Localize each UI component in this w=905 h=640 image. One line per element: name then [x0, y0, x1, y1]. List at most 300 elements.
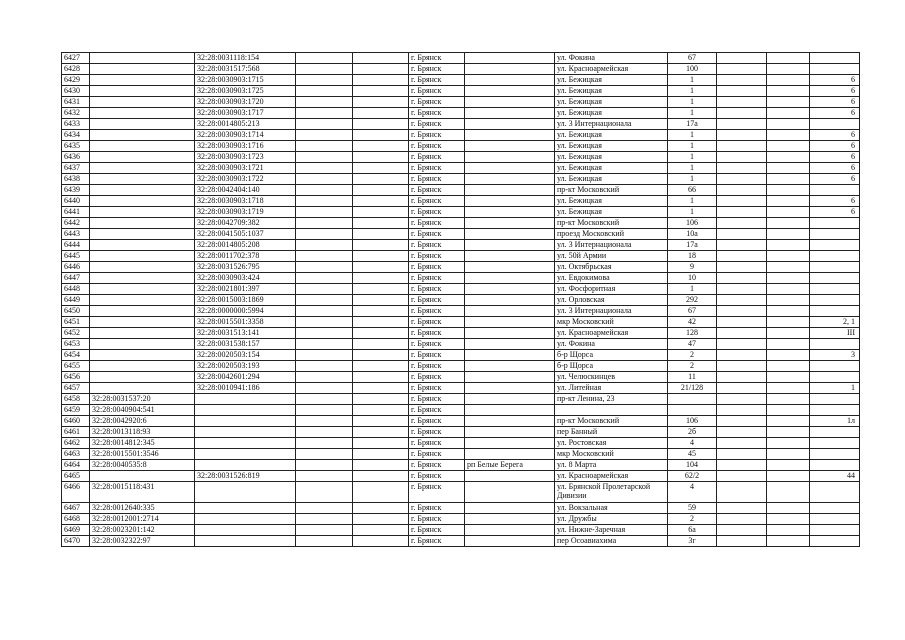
empty-cell — [353, 514, 409, 525]
empty-cell — [296, 514, 353, 525]
empty-cell — [353, 97, 409, 108]
street-cell: ул. 3 Интернационала — [555, 306, 668, 317]
building-cell — [810, 119, 860, 130]
city-cell: г. Брянск — [409, 471, 465, 482]
cadastral-number-cell: 32:28:0014805:213 — [195, 119, 296, 130]
empty-cell — [717, 97, 767, 108]
settlement-cell — [465, 64, 555, 75]
street-cell: ул. Орловская — [555, 295, 668, 306]
empty-cell — [767, 262, 810, 273]
table-row — [62, 75, 860, 86]
empty-cell — [767, 284, 810, 295]
settlement-cell — [465, 525, 555, 536]
table-row — [62, 86, 860, 97]
empty-cell — [767, 339, 810, 350]
cadastral-number-cell — [90, 273, 195, 284]
cadastral-number-cell: 32:28:0030903:1719 — [195, 207, 296, 218]
house-number-cell: 1 — [668, 75, 717, 86]
row-number-cell: 6427 — [62, 53, 90, 64]
table-row — [62, 449, 860, 460]
empty-cell — [767, 438, 810, 449]
empty-cell — [353, 361, 409, 372]
street-cell: ул. Дружбы — [555, 514, 668, 525]
settlement-cell — [465, 86, 555, 97]
building-cell — [810, 53, 860, 64]
empty-cell — [717, 196, 767, 207]
settlement-cell — [465, 350, 555, 361]
city-cell: г. Брянск — [409, 372, 465, 383]
house-number-cell: 106 — [668, 218, 717, 229]
cadastral-number-cell: 32:28:0015501:3546 — [90, 449, 195, 460]
house-number-cell: 1 — [668, 141, 717, 152]
table-row — [62, 108, 860, 119]
street-cell: ул. Бежицкая — [555, 163, 668, 174]
table-row — [62, 163, 860, 174]
city-cell: г. Брянск — [409, 108, 465, 119]
cadastral-number-cell: 32:28:0040904:541 — [90, 405, 195, 416]
house-number-cell: 10а — [668, 229, 717, 240]
empty-cell — [296, 108, 353, 119]
cadastral-number-cell — [90, 141, 195, 152]
table-row — [62, 482, 860, 503]
empty-cell — [717, 86, 767, 97]
empty-cell — [767, 525, 810, 536]
table-row — [62, 438, 860, 449]
street-cell — [555, 405, 668, 416]
city-cell: г. Брянск — [409, 86, 465, 97]
empty-cell — [767, 503, 810, 514]
empty-cell — [296, 416, 353, 427]
empty-cell — [296, 174, 353, 185]
empty-cell — [353, 141, 409, 152]
settlement-cell — [465, 218, 555, 229]
city-cell: г. Брянск — [409, 405, 465, 416]
street-cell: ул. Бежицкая — [555, 141, 668, 152]
empty-cell — [717, 174, 767, 185]
street-cell: ул. Челюскинцев — [555, 372, 668, 383]
empty-cell — [717, 482, 767, 503]
empty-cell — [296, 251, 353, 262]
empty-cell — [296, 449, 353, 460]
empty-cell — [296, 383, 353, 394]
cadastral-number-cell: 32:28:0021801:397 — [195, 284, 296, 295]
street-cell: ул. Брянской Пролетарской Дивизии — [555, 482, 668, 503]
empty-cell — [353, 503, 409, 514]
settlement-cell — [465, 108, 555, 119]
empty-cell — [717, 119, 767, 130]
street-cell: пр-кт Московский — [555, 416, 668, 427]
building-cell: 6 — [810, 141, 860, 152]
empty-cell — [717, 75, 767, 86]
empty-cell — [767, 251, 810, 262]
building-cell: 6 — [810, 108, 860, 119]
table-row — [62, 328, 860, 339]
street-cell: ул. Литейная — [555, 383, 668, 394]
empty-cell — [353, 383, 409, 394]
settlement-cell — [465, 295, 555, 306]
settlement-cell — [465, 394, 555, 405]
cadastral-number-cell: 32:28:0015501:3358 — [195, 317, 296, 328]
cadastral-number-cell: 32:28:0030903:1717 — [195, 108, 296, 119]
cadastral-number-cell: 32:28:0020503:154 — [195, 350, 296, 361]
row-number-cell: 6447 — [62, 273, 90, 284]
empty-cell — [296, 86, 353, 97]
cadastral-number-cell: 32:28:0030903:1718 — [195, 196, 296, 207]
empty-cell — [767, 482, 810, 503]
row-number-cell: 6429 — [62, 75, 90, 86]
table-row — [62, 514, 860, 525]
table-row — [62, 185, 860, 196]
empty-cell — [767, 86, 810, 97]
building-cell: 6 — [810, 196, 860, 207]
empty-cell — [767, 64, 810, 75]
empty-cell — [767, 163, 810, 174]
registry-table — [61, 52, 860, 547]
street-cell: ул. Красноармейская — [555, 64, 668, 75]
house-number-cell: 292 — [668, 295, 717, 306]
empty-cell — [353, 262, 409, 273]
row-number-cell: 6437 — [62, 163, 90, 174]
settlement-cell — [465, 141, 555, 152]
street-cell: ул. Бежицкая — [555, 108, 668, 119]
empty-cell — [717, 306, 767, 317]
city-cell: г. Брянск — [409, 514, 465, 525]
city-cell: г. Брянск — [409, 328, 465, 339]
building-cell: 3 — [810, 350, 860, 361]
building-cell — [810, 218, 860, 229]
empty-cell — [353, 196, 409, 207]
cadastral-number-cell: 32:28:0031538:157 — [195, 339, 296, 350]
house-number-cell: 1 — [668, 86, 717, 97]
empty-cell — [296, 262, 353, 273]
cadastral-number-cell — [195, 460, 296, 471]
house-number-cell: 17а — [668, 240, 717, 251]
empty-cell — [353, 229, 409, 240]
city-cell: г. Брянск — [409, 427, 465, 438]
empty-cell — [717, 295, 767, 306]
empty-cell — [296, 163, 353, 174]
empty-cell — [717, 207, 767, 218]
cadastral-number-cell: 32:28:0030903:1723 — [195, 152, 296, 163]
row-number-cell: 6470 — [62, 536, 90, 547]
empty-cell — [353, 372, 409, 383]
settlement-cell — [465, 262, 555, 273]
house-number-cell: 128 — [668, 328, 717, 339]
table-row — [62, 174, 860, 185]
settlement-cell — [465, 130, 555, 141]
cadastral-number-cell: 32:28:0030903:1714 — [195, 130, 296, 141]
cadastral-number-cell: 32:28:0014812:345 — [90, 438, 195, 449]
settlement-cell — [465, 240, 555, 251]
settlement-cell — [465, 328, 555, 339]
empty-cell — [296, 185, 353, 196]
street-cell: ул. 3 Интернационала — [555, 119, 668, 130]
settlement-cell — [465, 75, 555, 86]
settlement-cell — [465, 503, 555, 514]
table-row — [62, 262, 860, 273]
cadastral-number-cell: 32:28:0010941:186 — [195, 383, 296, 394]
table-row — [62, 119, 860, 130]
building-cell — [810, 273, 860, 284]
table-row — [62, 207, 860, 218]
settlement-cell — [465, 306, 555, 317]
building-cell — [810, 240, 860, 251]
table-row — [62, 53, 860, 64]
street-cell: мкр Московский — [555, 449, 668, 460]
table-row — [62, 361, 860, 372]
cadastral-number-cell — [90, 240, 195, 251]
row-number-cell: 6463 — [62, 449, 90, 460]
house-number-cell: 11 — [668, 372, 717, 383]
cadastral-number-cell — [90, 339, 195, 350]
table-row — [62, 317, 860, 328]
street-cell: ул. Ростовская — [555, 438, 668, 449]
empty-cell — [296, 460, 353, 471]
row-number-cell: 6469 — [62, 525, 90, 536]
building-cell — [810, 482, 860, 503]
settlement-cell — [465, 438, 555, 449]
empty-cell — [767, 196, 810, 207]
cadastral-number-cell: 32:28:0031537:20 — [90, 394, 195, 405]
street-cell: ул. Фокина — [555, 53, 668, 64]
empty-cell — [767, 108, 810, 119]
building-cell — [810, 438, 860, 449]
city-cell: г. Брянск — [409, 130, 465, 141]
empty-cell — [717, 229, 767, 240]
city-cell: г. Брянск — [409, 503, 465, 514]
cadastral-number-cell: 32:28:0042601:294 — [195, 372, 296, 383]
street-cell: пр-кт Московский — [555, 185, 668, 196]
cadastral-number-cell — [195, 514, 296, 525]
empty-cell — [353, 163, 409, 174]
house-number-cell: 2 — [668, 361, 717, 372]
cadastral-number-cell: 32:28:0012001:2714 — [90, 514, 195, 525]
house-number-cell: 4 — [668, 438, 717, 449]
empty-cell — [353, 405, 409, 416]
empty-cell — [296, 64, 353, 75]
building-cell: 6 — [810, 75, 860, 86]
city-cell: г. Брянск — [409, 207, 465, 218]
empty-cell — [767, 383, 810, 394]
empty-cell — [296, 152, 353, 163]
house-number-cell: 100 — [668, 64, 717, 75]
settlement-cell — [465, 229, 555, 240]
street-cell: ул. 50й Армии — [555, 251, 668, 262]
empty-cell — [767, 471, 810, 482]
cadastral-number-cell — [90, 86, 195, 97]
table-row — [62, 273, 860, 284]
city-cell: г. Брянск — [409, 361, 465, 372]
cadastral-number-cell — [90, 471, 195, 482]
building-cell: 6 — [810, 86, 860, 97]
street-cell: ул. Красноармейская — [555, 471, 668, 482]
empty-cell — [296, 317, 353, 328]
empty-cell — [717, 460, 767, 471]
cadastral-number-cell — [90, 251, 195, 262]
building-cell: 1 — [810, 383, 860, 394]
house-number-cell: 104 — [668, 460, 717, 471]
table-row — [62, 152, 860, 163]
row-number-cell: 6456 — [62, 372, 90, 383]
house-number-cell — [668, 394, 717, 405]
cadastral-number-cell — [90, 317, 195, 328]
house-number-cell: 62/2 — [668, 471, 717, 482]
empty-cell — [353, 284, 409, 295]
empty-cell — [767, 317, 810, 328]
empty-cell — [767, 185, 810, 196]
empty-cell — [717, 163, 767, 174]
settlement-cell — [465, 53, 555, 64]
empty-cell — [717, 394, 767, 405]
settlement-cell — [465, 339, 555, 350]
empty-cell — [767, 449, 810, 460]
city-cell: г. Брянск — [409, 196, 465, 207]
street-cell: ул. Бежицкая — [555, 207, 668, 218]
city-cell: г. Брянск — [409, 460, 465, 471]
row-number-cell: 6453 — [62, 339, 90, 350]
cadastral-number-cell: 32:28:0011702:378 — [195, 251, 296, 262]
settlement-cell — [465, 185, 555, 196]
row-number-cell: 6448 — [62, 284, 90, 295]
empty-cell — [296, 350, 353, 361]
settlement-cell — [465, 361, 555, 372]
cadastral-number-cell — [195, 394, 296, 405]
cadastral-number-cell: 32:28:0042404:140 — [195, 185, 296, 196]
table-row — [62, 130, 860, 141]
row-number-cell: 6442 — [62, 218, 90, 229]
empty-cell — [717, 108, 767, 119]
cadastral-number-cell — [90, 185, 195, 196]
street-cell: ул. Нижне-Заречная — [555, 525, 668, 536]
city-cell: г. Брянск — [409, 262, 465, 273]
settlement-cell — [465, 536, 555, 547]
table-row — [62, 284, 860, 295]
empty-cell — [353, 130, 409, 141]
cadastral-number-cell: 32:28:0015118:431 — [90, 482, 195, 503]
empty-cell — [717, 317, 767, 328]
table-row — [62, 383, 860, 394]
empty-cell — [767, 218, 810, 229]
house-number-cell: 66 — [668, 185, 717, 196]
table-row — [62, 536, 860, 547]
row-number-cell: 6430 — [62, 86, 90, 97]
empty-cell — [767, 427, 810, 438]
empty-cell — [717, 449, 767, 460]
house-number-cell: 47 — [668, 339, 717, 350]
settlement-cell: рп Белые Берега — [465, 460, 555, 471]
city-cell: г. Брянск — [409, 174, 465, 185]
building-cell — [810, 405, 860, 416]
table-row — [62, 306, 860, 317]
building-cell — [810, 306, 860, 317]
building-cell — [810, 503, 860, 514]
city-cell: г. Брянск — [409, 152, 465, 163]
street-cell: пер Осоавиахима — [555, 536, 668, 547]
cadastral-number-cell: 32:28:0031118:154 — [195, 53, 296, 64]
row-number-cell: 6454 — [62, 350, 90, 361]
cadastral-number-cell — [90, 207, 195, 218]
city-cell: г. Брянск — [409, 119, 465, 130]
cadastral-number-cell: 32:28:0031526:795 — [195, 262, 296, 273]
empty-cell — [296, 328, 353, 339]
house-number-cell: 67 — [668, 53, 717, 64]
empty-cell — [353, 438, 409, 449]
cadastral-number-cell: 32:28:0031526:819 — [195, 471, 296, 482]
building-cell: 6 — [810, 207, 860, 218]
settlement-cell — [465, 119, 555, 130]
empty-cell — [767, 75, 810, 86]
empty-cell — [353, 295, 409, 306]
street-cell: б-р Щорса — [555, 350, 668, 361]
empty-cell — [353, 207, 409, 218]
cadastral-number-cell: 32:28:0031513:141 — [195, 328, 296, 339]
empty-cell — [296, 427, 353, 438]
cadastral-number-cell — [90, 130, 195, 141]
cadastral-number-cell — [90, 218, 195, 229]
street-cell: ул. Фосфоритная — [555, 284, 668, 295]
street-cell: ул. Красноармейская — [555, 328, 668, 339]
cadastral-number-cell — [195, 427, 296, 438]
street-cell: ул. Бежицкая — [555, 86, 668, 97]
city-cell: г. Брянск — [409, 64, 465, 75]
street-cell: ул. 3 Интернационала — [555, 240, 668, 251]
house-number-cell: 9 — [668, 262, 717, 273]
empty-cell — [296, 525, 353, 536]
cadastral-number-cell — [195, 416, 296, 427]
empty-cell — [296, 372, 353, 383]
empty-cell — [717, 525, 767, 536]
empty-cell — [353, 251, 409, 262]
cadastral-number-cell: 32:28:0040535:8 — [90, 460, 195, 471]
street-cell: ул. 8 Марта — [555, 460, 668, 471]
row-number-cell: 6455 — [62, 361, 90, 372]
empty-cell — [296, 471, 353, 482]
empty-cell — [353, 75, 409, 86]
cadastral-number-cell: 32:28:0015003:1869 — [195, 295, 296, 306]
settlement-cell — [465, 97, 555, 108]
cadastral-number-cell — [90, 196, 195, 207]
empty-cell — [296, 97, 353, 108]
row-number-cell: 6461 — [62, 427, 90, 438]
empty-cell — [296, 141, 353, 152]
row-number-cell: 6459 — [62, 405, 90, 416]
cadastral-number-cell — [90, 383, 195, 394]
empty-cell — [717, 503, 767, 514]
table-row — [62, 372, 860, 383]
empty-cell — [717, 53, 767, 64]
settlement-cell — [465, 514, 555, 525]
empty-cell — [296, 53, 353, 64]
city-cell: г. Брянск — [409, 284, 465, 295]
street-cell: пр-кт Ленина, 23 — [555, 394, 668, 405]
row-number-cell: 6468 — [62, 514, 90, 525]
empty-cell — [296, 339, 353, 350]
row-number-cell: 6462 — [62, 438, 90, 449]
empty-cell — [296, 229, 353, 240]
settlement-cell — [465, 152, 555, 163]
empty-cell — [767, 536, 810, 547]
table-row — [62, 460, 860, 471]
cadastral-number-cell — [90, 350, 195, 361]
cadastral-number-cell — [90, 174, 195, 185]
building-cell — [810, 284, 860, 295]
row-number-cell: 6440 — [62, 196, 90, 207]
empty-cell — [353, 460, 409, 471]
row-number-cell: 6457 — [62, 383, 90, 394]
cadastral-number-cell — [90, 306, 195, 317]
city-cell: г. Брянск — [409, 141, 465, 152]
table-row — [62, 64, 860, 75]
